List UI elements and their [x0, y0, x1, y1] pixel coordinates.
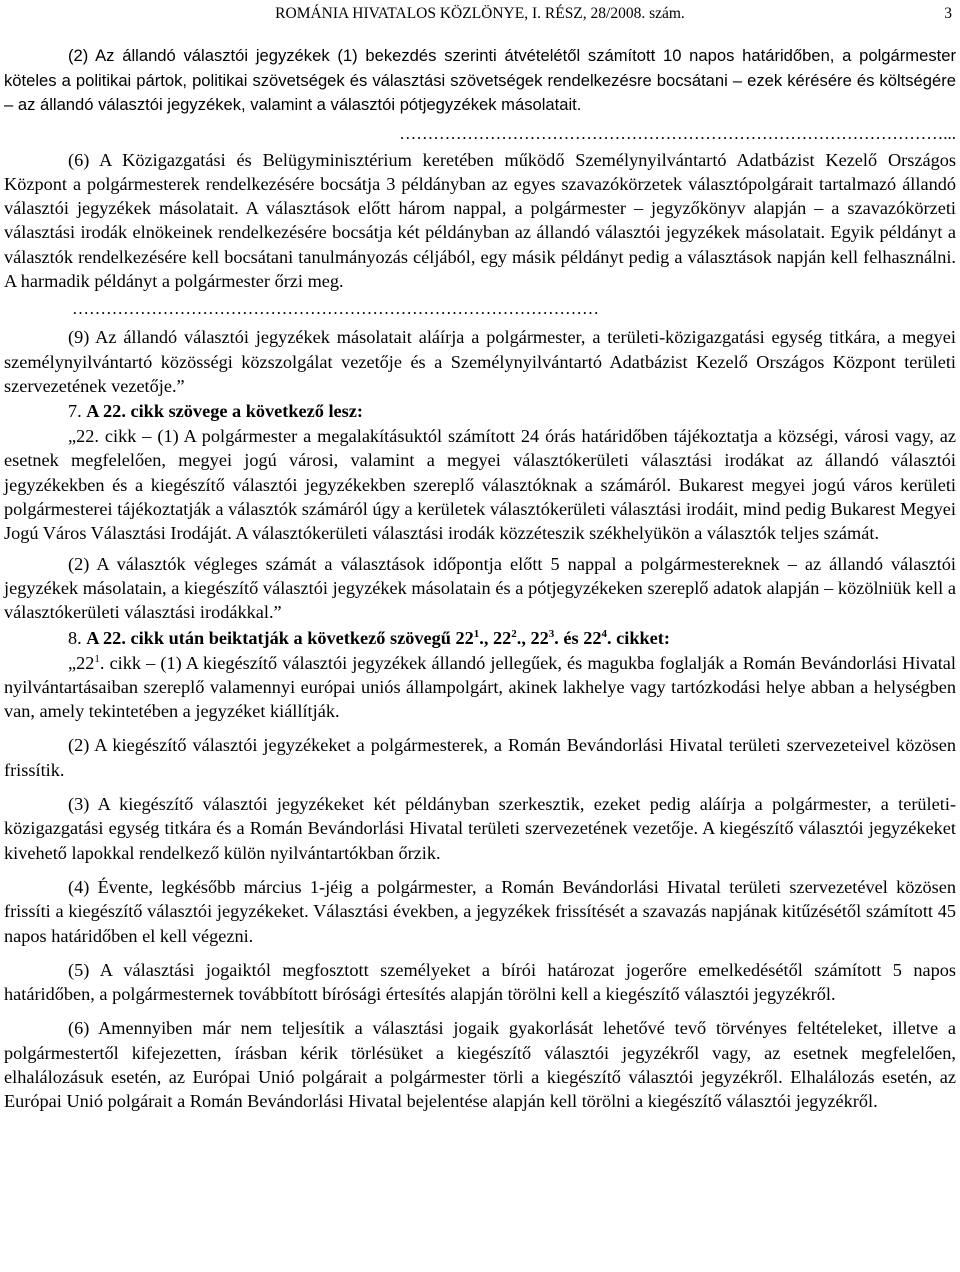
- amendment-number: 7.: [68, 401, 87, 422]
- article-22-paragraph-2: (2) A választók végleges számát a választások időpontja előtt 5 nappal a polgármestereknek – az állandó választói jegyzékek másolatain, a kiegészítő választói jegyzékek másolatain és a pótjegyzékeken szereplő adatok alapján – közölniük kell a választókerületi választási irodákkal.”: [4, 553, 956, 623]
- article-22-1-paragraph-2: (2) A kiegészítő választói jegyzékeket a polgármesterek, a Román Bevándorlási Hivatal területi szervezeteivel közösen frissítik.: [4, 735, 956, 780]
- superscript: 4: [601, 627, 607, 640]
- paragraph-6: (6) A Közigazgatási és Belügyminisztérium keretében működő Személynyilvántartó Adatbázist Kezelő Országos Központ a polgármesterek rendelkezésére bocsátja 3 példányban az egyes szavazókörzetek választópolgárait tartalmazó állandó választói jegyzékek másolatait. A választások előtt három nappal, a polgármester – jegyzőkönyv alapján – a szavazókörzeti választási irodák elnökeinek rendelkezésére bocsátja két példányban az állandó választói jegyzékek másolatait. Egyik példányt a választók rendelkezésére kell bocsátani tanulmányozás céljából, egy másik példányt pedig a választások napján kell felhasználni. A harmadik példányt a polgármester őrzi meg.: [4, 149, 956, 291]
- amendment-title: A 22. cikk szövege a következő lesz:: [86, 401, 363, 422]
- page-header: [4, 4, 956, 26]
- superscript: 1: [473, 627, 480, 640]
- article-22-1-paragraph-6: (6) Amennyiben már nem teljesítik a választási jogaik gyakorlását lehetővé tevő törvényes feltételeket, illetve a polgármestertől kifejezetten, írásban kérik törlésüket a kiegészítő választói jegyzékről vagy, az esetnek megfelelően, elhalálozásuk esetén, az Európai Unió polgárait a polgármester törli a kiegészítő választói jegyzékről. Elhalálozás esetén, az Európai Unió polgárait a Román Bevándorlási Hivatal bejelentése alapján kell törölni a kiegészítő választói jegyzékről.: [4, 1018, 956, 1112]
- ellipsis-separator: …………………………………………………………………………………: [72, 299, 599, 319]
- article-22-1-paragraph-5: (5) A választási jogaiktól megfosztott személyeket a bírói határozat jogerőre emelkedésétől számított 5 napos határidőben, a polgármesternek továbbított bírósági értesítés alapján törölni kell a kiegészítő választói jegyzékről.: [4, 959, 956, 1005]
- article-22-1-paragraph-4: (4) Évente, legkésőbb március 1-jéig a polgármester, a Román Bevándorlási Hivatal területi szervezetével közösen frissíti a kiegészítő választói jegyzékeket. Választási években, a jegyzékek frissítését a szavazás napjának kitűzésétől számított 45 napos határidőben el kell végezni.: [4, 876, 956, 946]
- paragraph-2: (2) Az állandó választói jegyzékek (1) bekezdés szerinti átvételétől számított 10 napos határidőben, a polgármester köteles a politikai pártok, politikai szövetségek és választási szövetségek rendelkezésre bocsátani – ezek kérésére és költségére – az állandó választói jegyzékek, valamint a választói pótjegyzékek másolatait.: [4, 46, 956, 114]
- superscript: 2: [511, 627, 517, 640]
- heading-text: ., 22: [516, 627, 549, 648]
- journal-title: ROMÁNIA HIVATALOS KÖZLÖNYE, I. RÉSZ, 28/2008. szám.: [275, 5, 685, 22]
- superscript: 1: [94, 652, 100, 665]
- article-22-1-paragraph-1: [4, 651, 956, 724]
- ellipsis-separator: ……………………………………………………………………………………...: [399, 123, 956, 143]
- article-number: „22: [68, 652, 95, 673]
- page-number: 3: [944, 5, 952, 22]
- heading-text: . és 22: [554, 627, 602, 648]
- article-22-paragraph-1: „22. cikk – (1) A polgármester a megalakításuktól számított 24 órás határidőben tájékoztatja a községi, városi vagy, az esetnek megfelelően, megyei jogú városi, valamint a megyei választókerületi választási irodákat az állandó választói jegyzékekben és a kiegészítő választói jegyzékekben szereplő választóknak a számáról. Bukarest megyei jogú város kerületi polgármesterei tájékoztatják a választók számáról úgy a kerületek választókerületi választási irodáit, mind pedig Bukarest Megyei Jogú Város Választási Irodáját. A választókerületi választási irodák közzéteszik székhelyükön a választók teljes számát.: [4, 426, 956, 544]
- amendment-heading-7: [4, 398, 956, 424]
- heading-text: A 22. cikk után beiktatják a következő szövegű 22: [86, 627, 474, 648]
- paragraph-text: . cikk – (1) A kiegészítő választói jegyzékek állandó jellegűek, és magukba foglalják a Román Bevándorlási Hivatal nyilvántartásaiban szereplő valamennyi európai uniós állampolgárt, akinek lakhelye vagy tartózkodási helye abban a helységben van, amely tekintetében a jegyzéket kiállítják.: [4, 652, 956, 722]
- amendment-heading-8: [4, 625, 956, 651]
- paragraph-9: (9) Az állandó választói jegyzékek másolatait aláírja a polgármester, a területi-közigazgatási egység titkára, a megyei személynyilvántartó közösségi közszolgálat vezetője és a Személynyilvántartó Adatbázist Kezelő Országos Központ területi szervezetének vezetője.”: [4, 327, 956, 396]
- amendment-title: [86, 628, 670, 648]
- heading-text: ., 22: [479, 627, 512, 648]
- amendment-number: 8.: [68, 627, 87, 648]
- article-22-1-paragraph-3: (3) A kiegészítő választói jegyzékeket két példányban szerkesztik, ezeket pedig aláírja a polgármester, a területi-közigazgatási egység titkára és a Román Bevándorlási Hivatal területi szervezetének vezetője. A kiegészítő választói jegyzékeket kivehető lapokkal rendelkező külön nyilvántartókban őrzik.: [4, 794, 956, 863]
- heading-text: . cikket:: [607, 627, 670, 648]
- superscript: 3: [548, 627, 555, 640]
